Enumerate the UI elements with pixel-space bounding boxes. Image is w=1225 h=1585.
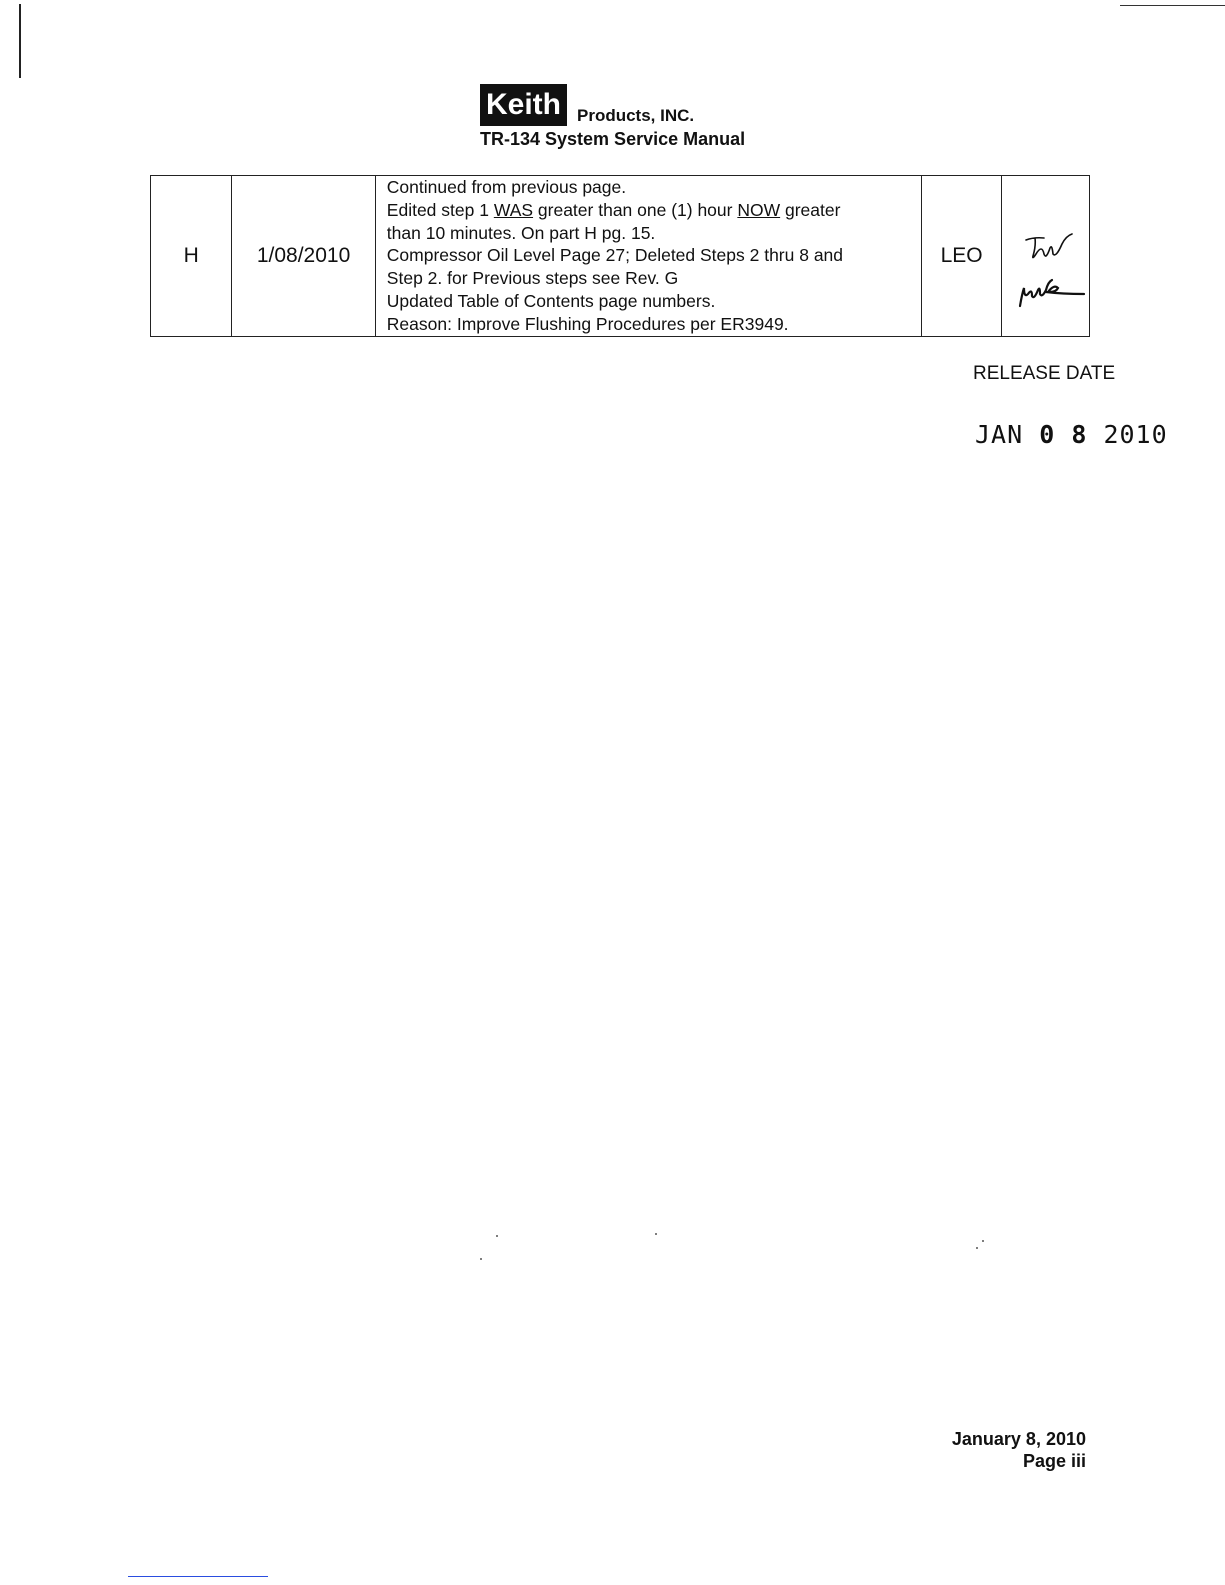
revision-date: 1/08/2010 <box>232 176 375 337</box>
scan-speck <box>655 1233 657 1235</box>
page-number: Page iii <box>1022 1451 1086 1471</box>
approval-signatures <box>1001 176 1089 337</box>
desc-text: greater than one (1) hour <box>533 199 738 220</box>
scan-edge-mark-bottom <box>128 1576 268 1577</box>
logo-row <box>480 84 810 126</box>
footer-date: January 8, 2010 <box>951 1429 1086 1449</box>
desc-line: Updated Table of Contents page numbers. <box>386 290 716 311</box>
stamp-month: JAN <box>975 420 1024 449</box>
was-underlined: WAS <box>493 199 534 220</box>
stamp-day: 0 8 <box>1039 420 1088 449</box>
now-underlined: NOW <box>737 199 781 220</box>
desc-line: than 10 minutes. On part H pg. 15. <box>386 222 656 243</box>
scan-speck <box>496 1235 498 1237</box>
release-date-stamp <box>975 420 1168 449</box>
keith-logo: Keith <box>480 84 567 126</box>
scan-speck <box>976 1247 978 1249</box>
scan-speck <box>982 1240 984 1242</box>
manual-title: TR-134 System Service Manual <box>480 129 746 149</box>
desc-line: Compressor Oil Level Page 27; Deleted Steps 2 thru 8 and <box>386 245 844 266</box>
table-row <box>151 176 1090 337</box>
signature-initials-mk <box>1010 274 1088 310</box>
page-footer <box>952 1428 1086 1472</box>
revision-letter: H <box>151 176 232 337</box>
revised-by: LEO <box>922 176 1002 337</box>
company-name: Products, INC. <box>577 106 695 125</box>
scan-edge-mark-top <box>1120 5 1225 6</box>
desc-line: Continued from previous page. <box>386 177 627 197</box>
release-date-label: RELEASE DATE <box>973 363 1116 384</box>
scan-edge-mark-left <box>19 4 21 78</box>
desc-line <box>387 199 913 222</box>
desc-line: Step 2. for Previous steps see Rev. G <box>386 268 679 289</box>
desc-text: Edited step 1 <box>386 199 494 220</box>
desc-text: greater <box>780 199 841 220</box>
revision-table <box>150 175 1090 337</box>
signature-initials-tw <box>1020 232 1080 266</box>
document-header <box>480 84 810 150</box>
stamp-year: 2010 <box>1103 420 1168 449</box>
scan-speck <box>480 1258 482 1260</box>
desc-line: Reason: Improve Flushing Procedures per ER3949. <box>386 313 789 334</box>
revision-description <box>375 176 921 337</box>
